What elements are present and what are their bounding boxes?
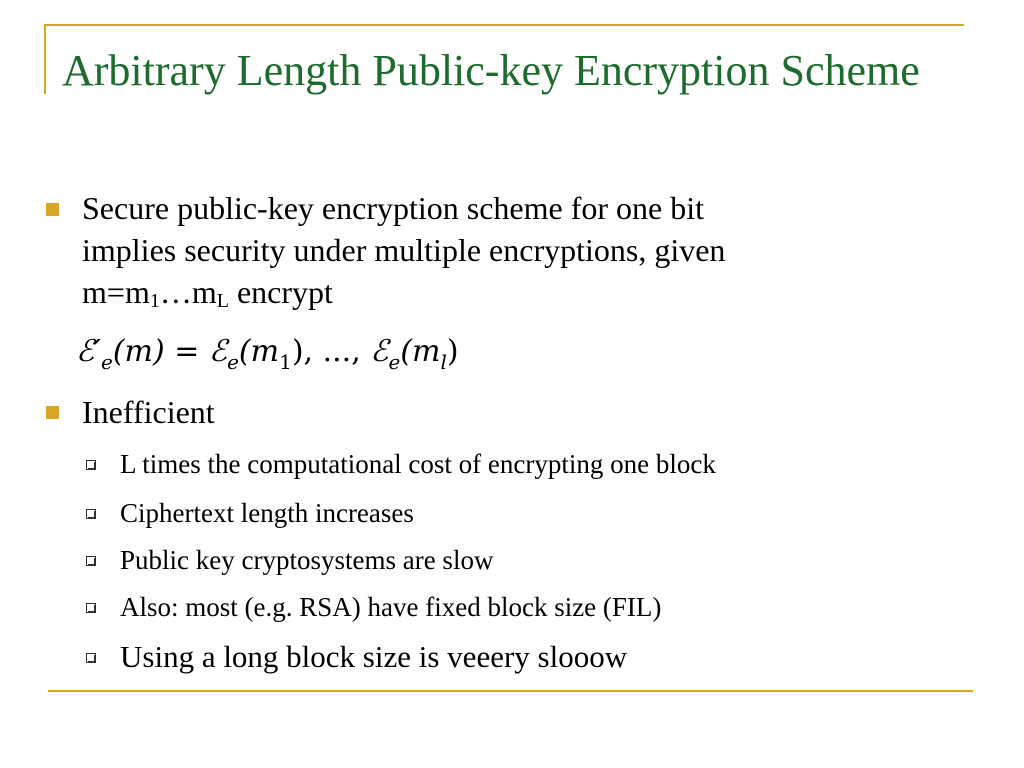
sub-item-1: L times the computational cost of encrypting one block: [120, 449, 716, 479]
formula-rhs2-symbol: ℰ: [370, 334, 389, 369]
bullet-text-1: [82, 187, 942, 313]
formula-lhs-sub: e: [100, 350, 113, 374]
formula-lhs-symbol: ℰ′: [76, 334, 101, 369]
sub-item-4: Also: most (e.g. RSA) have fixed block size (FIL): [120, 592, 662, 622]
encryption-formula: [76, 332, 459, 372]
hollow-square-bullet-icon: [86, 460, 96, 470]
formula-rhs1-arg-sub: 1: [279, 350, 292, 374]
formula-rhs1-arg-open: (m: [238, 334, 280, 369]
bullet-1-line-3-prefix: m=m: [82, 274, 150, 310]
bullet-square-icon: [46, 203, 59, 216]
formula-equals: =: [164, 334, 209, 369]
formula-lhs-arg: (m): [112, 334, 165, 369]
sub-item-5: Using a long block size is veeery slooow: [120, 639, 628, 674]
hollow-square-bullet-icon: [86, 556, 96, 566]
formula-rhs1-symbol: ℰ: [208, 334, 228, 369]
bullet-square-icon: [46, 406, 59, 419]
bullet-text-2: Inefficient: [82, 394, 215, 430]
bullet-1-line-2: implies security under multiple encryptions, given: [82, 232, 726, 268]
formula-rhs1-arg-close: ): [291, 334, 304, 369]
bullet-1-line-1: Secure public-key encryption scheme for one bit: [82, 190, 704, 226]
bullet-1-line-3: [82, 271, 942, 313]
hollow-square-bullet-icon: [86, 509, 96, 519]
bullet-1-line-3-suffix: encrypt: [228, 274, 333, 310]
formula-rhs2-arg-sub: l: [440, 350, 447, 374]
subscript-1: 1: [149, 290, 160, 312]
slide-title: Arbitrary Length Public-key Encryption Scheme: [62, 46, 920, 95]
formula-rhs2-sub: e: [388, 350, 401, 374]
hollow-square-bullet-icon: [86, 653, 96, 663]
sub-item-3: Public key cryptosystems are slow: [120, 545, 494, 575]
left-border-rule: [44, 24, 46, 94]
subscript-L: L: [216, 290, 229, 312]
bullet-1-line-3-mid: …m: [159, 274, 217, 310]
sub-item-2: Ciphertext length increases: [120, 498, 414, 528]
top-border-rule: [44, 24, 964, 26]
bottom-border-rule: [48, 690, 973, 692]
formula-rhs1-sub: e: [227, 350, 239, 374]
formula-ellipsis: , ...,: [303, 334, 371, 369]
formula-rhs2-arg-open: (m: [400, 334, 441, 369]
hollow-square-bullet-icon: [86, 603, 96, 613]
formula-rhs2-arg-close: ): [446, 334, 459, 369]
